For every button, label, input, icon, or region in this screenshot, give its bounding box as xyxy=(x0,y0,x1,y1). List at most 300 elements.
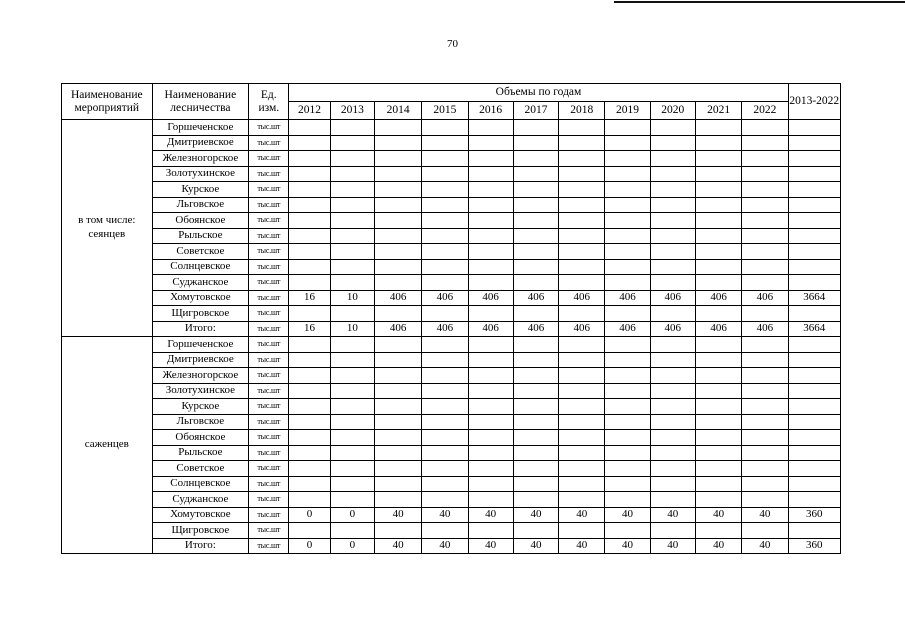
table-row xyxy=(62,461,841,477)
value-cell-2016 xyxy=(468,476,513,492)
value-cell-2017 xyxy=(513,259,558,275)
value-cell-2015 xyxy=(422,213,468,229)
value-cell-2019 xyxy=(605,120,650,136)
forestry-name: Дмитриевское xyxy=(152,352,249,368)
top-rule xyxy=(614,1,905,3)
period-total-cell xyxy=(788,523,840,539)
value-cell-2016 xyxy=(468,135,513,151)
value-cell-2012: 16 xyxy=(289,321,330,337)
value-cell-2016 xyxy=(468,461,513,477)
value-cell-2019 xyxy=(605,275,650,291)
value-cell-2013 xyxy=(330,197,374,213)
section-label: в том числе: сеянцев xyxy=(62,120,153,337)
value-cell-2014 xyxy=(374,120,421,136)
unit-cell: тыс.шт xyxy=(249,414,289,430)
value-cell-2018 xyxy=(559,430,605,446)
value-cell-2016: 406 xyxy=(468,290,513,306)
value-cell-2017 xyxy=(513,476,558,492)
unit-cell: тыс.шт xyxy=(249,244,289,260)
value-cell-2015 xyxy=(422,368,468,384)
forestry-name: Дмитриевское xyxy=(152,135,249,151)
value-cell-2017 xyxy=(513,120,558,136)
table-row xyxy=(62,368,841,384)
value-cell-2017 xyxy=(513,275,558,291)
period-total-cell xyxy=(788,399,840,415)
value-cell-2020 xyxy=(650,244,695,260)
value-cell-2018: 40 xyxy=(559,538,605,554)
value-cell-2013 xyxy=(330,244,374,260)
value-cell-2013 xyxy=(330,368,374,384)
unit-cell: тыс.шт xyxy=(249,538,289,554)
value-cell-2018 xyxy=(559,166,605,182)
value-cell-2015 xyxy=(422,337,468,353)
value-cell-2012: 16 xyxy=(289,290,330,306)
value-cell-2021: 406 xyxy=(695,290,741,306)
table-row xyxy=(62,244,841,260)
value-cell-2015 xyxy=(422,151,468,167)
value-cell-2015 xyxy=(422,135,468,151)
value-cell-2017 xyxy=(513,213,558,229)
value-cell-2021 xyxy=(695,399,741,415)
year-header-2017: 2017 xyxy=(513,102,558,120)
value-cell-2014 xyxy=(374,275,421,291)
value-cell-2022 xyxy=(742,492,788,508)
table-row xyxy=(62,430,841,446)
value-cell-2015 xyxy=(422,399,468,415)
unit-cell: тыс.шт xyxy=(249,228,289,244)
value-cell-2020 xyxy=(650,399,695,415)
unit-cell: тыс.шт xyxy=(249,523,289,539)
value-cell-2014 xyxy=(374,244,421,260)
table-row xyxy=(62,507,841,523)
value-cell-2014 xyxy=(374,259,421,275)
value-cell-2013 xyxy=(330,259,374,275)
value-cell-2016 xyxy=(468,120,513,136)
value-cell-2021 xyxy=(695,151,741,167)
value-cell-2016: 40 xyxy=(468,507,513,523)
value-cell-2014 xyxy=(374,337,421,353)
table-row xyxy=(62,213,841,229)
value-cell-2021 xyxy=(695,120,741,136)
period-total-cell xyxy=(788,430,840,446)
value-cell-2019 xyxy=(605,259,650,275)
forestry-name: Обоянское xyxy=(152,430,249,446)
year-header-2013: 2013 xyxy=(330,102,374,120)
value-cell-2019: 406 xyxy=(605,290,650,306)
year-header-2019: 2019 xyxy=(605,102,650,120)
value-cell-2022 xyxy=(742,399,788,415)
value-cell-2019 xyxy=(605,166,650,182)
value-cell-2021 xyxy=(695,492,741,508)
value-cell-2019 xyxy=(605,523,650,539)
value-cell-2019: 40 xyxy=(605,507,650,523)
forestry-name: Курское xyxy=(152,399,249,415)
value-cell-2018 xyxy=(559,476,605,492)
value-cell-2012 xyxy=(289,492,330,508)
value-cell-2021: 40 xyxy=(695,507,741,523)
period-total-cell xyxy=(788,383,840,399)
value-cell-2022: 406 xyxy=(742,321,788,337)
value-cell-2019 xyxy=(605,430,650,446)
value-cell-2022 xyxy=(742,461,788,477)
value-cell-2012 xyxy=(289,368,330,384)
value-cell-2022 xyxy=(742,259,788,275)
value-cell-2013 xyxy=(330,461,374,477)
value-cell-2019 xyxy=(605,337,650,353)
value-cell-2012 xyxy=(289,523,330,539)
table-row xyxy=(62,337,841,353)
value-cell-2016: 406 xyxy=(468,321,513,337)
unit-cell: тыс.шт xyxy=(249,275,289,291)
value-cell-2022 xyxy=(742,213,788,229)
unit-cell: тыс.шт xyxy=(249,368,289,384)
value-cell-2017 xyxy=(513,368,558,384)
value-cell-2018 xyxy=(559,461,605,477)
value-cell-2018 xyxy=(559,492,605,508)
value-cell-2021 xyxy=(695,244,741,260)
unit-cell: тыс.шт xyxy=(249,213,289,229)
value-cell-2018 xyxy=(559,151,605,167)
value-cell-2016 xyxy=(468,368,513,384)
value-cell-2019 xyxy=(605,228,650,244)
forestry-name: Рыльское xyxy=(152,445,249,461)
value-cell-2014 xyxy=(374,182,421,198)
value-cell-2017 xyxy=(513,430,558,446)
value-cell-2018 xyxy=(559,275,605,291)
header-row-1 xyxy=(62,84,841,102)
value-cell-2015 xyxy=(422,259,468,275)
value-cell-2012 xyxy=(289,461,330,477)
value-cell-2014 xyxy=(374,523,421,539)
value-cell-2019 xyxy=(605,414,650,430)
value-cell-2020 xyxy=(650,197,695,213)
value-cell-2022 xyxy=(742,352,788,368)
value-cell-2020 xyxy=(650,414,695,430)
table-row xyxy=(62,399,841,415)
value-cell-2014 xyxy=(374,399,421,415)
unit-cell: тыс.шт xyxy=(249,461,289,477)
value-cell-2021 xyxy=(695,414,741,430)
value-cell-2020 xyxy=(650,120,695,136)
value-cell-2017 xyxy=(513,244,558,260)
value-cell-2018 xyxy=(559,414,605,430)
value-cell-2016 xyxy=(468,213,513,229)
value-cell-2012 xyxy=(289,445,330,461)
value-cell-2013: 0 xyxy=(330,538,374,554)
value-cell-2017 xyxy=(513,445,558,461)
unit-cell: тыс.шт xyxy=(249,492,289,508)
value-cell-2013: 10 xyxy=(330,290,374,306)
value-cell-2014 xyxy=(374,197,421,213)
value-cell-2019: 406 xyxy=(605,321,650,337)
table-row xyxy=(62,197,841,213)
value-cell-2020 xyxy=(650,228,695,244)
value-cell-2018 xyxy=(559,383,605,399)
value-cell-2016 xyxy=(468,414,513,430)
value-cell-2015 xyxy=(422,275,468,291)
table-row xyxy=(62,135,841,151)
value-cell-2017 xyxy=(513,337,558,353)
value-cell-2012 xyxy=(289,259,330,275)
value-cell-2014 xyxy=(374,383,421,399)
table-row xyxy=(62,151,841,167)
value-cell-2018 xyxy=(559,368,605,384)
value-cell-2019 xyxy=(605,352,650,368)
table-row xyxy=(62,275,841,291)
forestry-name: Горшеченское xyxy=(152,337,249,353)
value-cell-2020 xyxy=(650,135,695,151)
value-cell-2018 xyxy=(559,197,605,213)
value-cell-2021 xyxy=(695,461,741,477)
unit-cell: тыс.шт xyxy=(249,352,289,368)
value-cell-2015 xyxy=(422,120,468,136)
table-row xyxy=(62,166,841,182)
value-cell-2014 xyxy=(374,445,421,461)
value-cell-2015 xyxy=(422,306,468,322)
value-cell-2020: 406 xyxy=(650,290,695,306)
value-cell-2017 xyxy=(513,166,558,182)
period-total-cell xyxy=(788,135,840,151)
forestry-name: Железногорское xyxy=(152,151,249,167)
value-cell-2012 xyxy=(289,275,330,291)
period-total-cell xyxy=(788,166,840,182)
period-total-cell xyxy=(788,182,840,198)
value-cell-2021 xyxy=(695,383,741,399)
forestry-name: Курское xyxy=(152,182,249,198)
unit-cell: тыс.шт xyxy=(249,120,289,136)
value-cell-2014 xyxy=(374,135,421,151)
value-cell-2022: 406 xyxy=(742,290,788,306)
period-total-cell xyxy=(788,445,840,461)
value-cell-2016 xyxy=(468,306,513,322)
value-cell-2021 xyxy=(695,445,741,461)
year-header-2018: 2018 xyxy=(559,102,605,120)
period-total-cell xyxy=(788,259,840,275)
table-row xyxy=(62,306,841,322)
value-cell-2021: 40 xyxy=(695,538,741,554)
table-row xyxy=(62,290,841,306)
value-cell-2020: 40 xyxy=(650,538,695,554)
value-cell-2013 xyxy=(330,275,374,291)
value-cell-2015 xyxy=(422,476,468,492)
value-cell-2020 xyxy=(650,476,695,492)
forestry-name: Золотухинское xyxy=(152,383,249,399)
value-cell-2019 xyxy=(605,492,650,508)
value-cell-2014 xyxy=(374,430,421,446)
value-cell-2019 xyxy=(605,383,650,399)
value-cell-2012 xyxy=(289,228,330,244)
volumes-by-year-header: Объемы по годам xyxy=(289,84,788,102)
value-cell-2014 xyxy=(374,228,421,244)
value-cell-2019 xyxy=(605,368,650,384)
value-cell-2021 xyxy=(695,228,741,244)
value-cell-2019 xyxy=(605,461,650,477)
period-total-cell xyxy=(788,120,840,136)
table-row xyxy=(62,352,841,368)
forestry-name: Солнцевское xyxy=(152,259,249,275)
value-cell-2014 xyxy=(374,151,421,167)
value-cell-2012 xyxy=(289,182,330,198)
period-total-cell xyxy=(788,275,840,291)
table-row xyxy=(62,492,841,508)
section-label: саженцев xyxy=(62,337,153,554)
value-cell-2022 xyxy=(742,306,788,322)
col-forestry-header: Наименование лесничества xyxy=(152,84,249,120)
value-cell-2015 xyxy=(422,228,468,244)
value-cell-2022 xyxy=(742,368,788,384)
value-cell-2012 xyxy=(289,383,330,399)
value-cell-2021 xyxy=(695,166,741,182)
value-cell-2012 xyxy=(289,197,330,213)
value-cell-2015: 406 xyxy=(422,321,468,337)
period-total-cell xyxy=(788,368,840,384)
value-cell-2013 xyxy=(330,182,374,198)
table-row xyxy=(62,120,841,136)
value-cell-2012 xyxy=(289,337,330,353)
value-cell-2017 xyxy=(513,306,558,322)
forestry-name: Льговское xyxy=(152,414,249,430)
period-total-cell: 360 xyxy=(788,538,840,554)
value-cell-2020 xyxy=(650,352,695,368)
value-cell-2013 xyxy=(330,337,374,353)
period-total-cell xyxy=(788,352,840,368)
value-cell-2015: 40 xyxy=(422,507,468,523)
value-cell-2022 xyxy=(742,337,788,353)
value-cell-2018 xyxy=(559,182,605,198)
value-cell-2012: 0 xyxy=(289,538,330,554)
year-header-2015: 2015 xyxy=(422,102,468,120)
forestry-name: Рыльское xyxy=(152,228,249,244)
value-cell-2012 xyxy=(289,430,330,446)
value-cell-2020 xyxy=(650,337,695,353)
table-header xyxy=(62,84,841,120)
value-cell-2017 xyxy=(513,399,558,415)
value-cell-2017 xyxy=(513,135,558,151)
value-cell-2015 xyxy=(422,182,468,198)
value-cell-2016 xyxy=(468,275,513,291)
value-cell-2020: 406 xyxy=(650,321,695,337)
year-header-2021: 2021 xyxy=(695,102,741,120)
value-cell-2012 xyxy=(289,151,330,167)
period-total-cell xyxy=(788,306,840,322)
unit-cell: тыс.шт xyxy=(249,290,289,306)
value-cell-2019 xyxy=(605,445,650,461)
value-cell-2012 xyxy=(289,306,330,322)
value-cell-2022 xyxy=(742,476,788,492)
period-total-cell: 3664 xyxy=(788,321,840,337)
value-cell-2016 xyxy=(468,430,513,446)
value-cell-2020 xyxy=(650,383,695,399)
value-cell-2016 xyxy=(468,244,513,260)
year-header-2016: 2016 xyxy=(468,102,513,120)
volumes-table xyxy=(61,83,841,554)
value-cell-2017 xyxy=(513,228,558,244)
period-total-cell xyxy=(788,244,840,260)
unit-cell: тыс.шт xyxy=(249,135,289,151)
value-cell-2021 xyxy=(695,197,741,213)
value-cell-2014 xyxy=(374,414,421,430)
unit-cell: тыс.шт xyxy=(249,321,289,337)
forestry-name: Щигровское xyxy=(152,306,249,322)
table-row xyxy=(62,538,841,554)
unit-cell: тыс.шт xyxy=(249,507,289,523)
value-cell-2017: 406 xyxy=(513,290,558,306)
value-cell-2016 xyxy=(468,228,513,244)
value-cell-2016 xyxy=(468,399,513,415)
value-cell-2020 xyxy=(650,445,695,461)
unit-cell: тыс.шт xyxy=(249,399,289,415)
value-cell-2022 xyxy=(742,182,788,198)
value-cell-2014 xyxy=(374,492,421,508)
value-cell-2014: 40 xyxy=(374,507,421,523)
value-cell-2015 xyxy=(422,166,468,182)
value-cell-2016 xyxy=(468,259,513,275)
period-total-cell xyxy=(788,461,840,477)
value-cell-2014: 406 xyxy=(374,290,421,306)
value-cell-2018 xyxy=(559,337,605,353)
value-cell-2018 xyxy=(559,228,605,244)
period-total-cell xyxy=(788,197,840,213)
year-header-2012: 2012 xyxy=(289,102,330,120)
value-cell-2012 xyxy=(289,352,330,368)
value-cell-2018 xyxy=(559,399,605,415)
value-cell-2013 xyxy=(330,228,374,244)
forestry-name: Хомутовское xyxy=(152,507,249,523)
value-cell-2013 xyxy=(330,306,374,322)
value-cell-2013 xyxy=(330,213,374,229)
value-cell-2021 xyxy=(695,213,741,229)
value-cell-2021 xyxy=(695,135,741,151)
forestry-name: Обоянское xyxy=(152,213,249,229)
value-cell-2015 xyxy=(422,445,468,461)
value-cell-2020 xyxy=(650,151,695,167)
unit-cell: тыс.шт xyxy=(249,306,289,322)
forestry-name: Суджанское xyxy=(152,492,249,508)
value-cell-2013: 0 xyxy=(330,507,374,523)
value-cell-2021 xyxy=(695,476,741,492)
forestry-name: Солнцевское xyxy=(152,476,249,492)
value-cell-2014 xyxy=(374,166,421,182)
forestry-name: Итого: xyxy=(152,321,249,337)
value-cell-2018 xyxy=(559,352,605,368)
table-row xyxy=(62,476,841,492)
value-cell-2021 xyxy=(695,182,741,198)
value-cell-2013 xyxy=(330,445,374,461)
value-cell-2014: 40 xyxy=(374,538,421,554)
unit-cell: тыс.шт xyxy=(249,337,289,353)
period-total-header: 2013-2022 xyxy=(788,84,840,120)
value-cell-2017 xyxy=(513,352,558,368)
forestry-name: Советское xyxy=(152,461,249,477)
value-cell-2018 xyxy=(559,306,605,322)
value-cell-2016 xyxy=(468,197,513,213)
unit-cell: тыс.шт xyxy=(249,166,289,182)
value-cell-2015 xyxy=(422,523,468,539)
value-cell-2017 xyxy=(513,414,558,430)
value-cell-2017 xyxy=(513,182,558,198)
period-total-cell xyxy=(788,476,840,492)
value-cell-2015 xyxy=(422,244,468,260)
unit-cell: тыс.шт xyxy=(249,197,289,213)
value-cell-2016 xyxy=(468,151,513,167)
unit-cell: тыс.шт xyxy=(249,182,289,198)
period-total-cell: 3664 xyxy=(788,290,840,306)
value-cell-2022 xyxy=(742,383,788,399)
value-cell-2019 xyxy=(605,151,650,167)
value-cell-2015 xyxy=(422,383,468,399)
value-cell-2015: 406 xyxy=(422,290,468,306)
value-cell-2021: 406 xyxy=(695,321,741,337)
